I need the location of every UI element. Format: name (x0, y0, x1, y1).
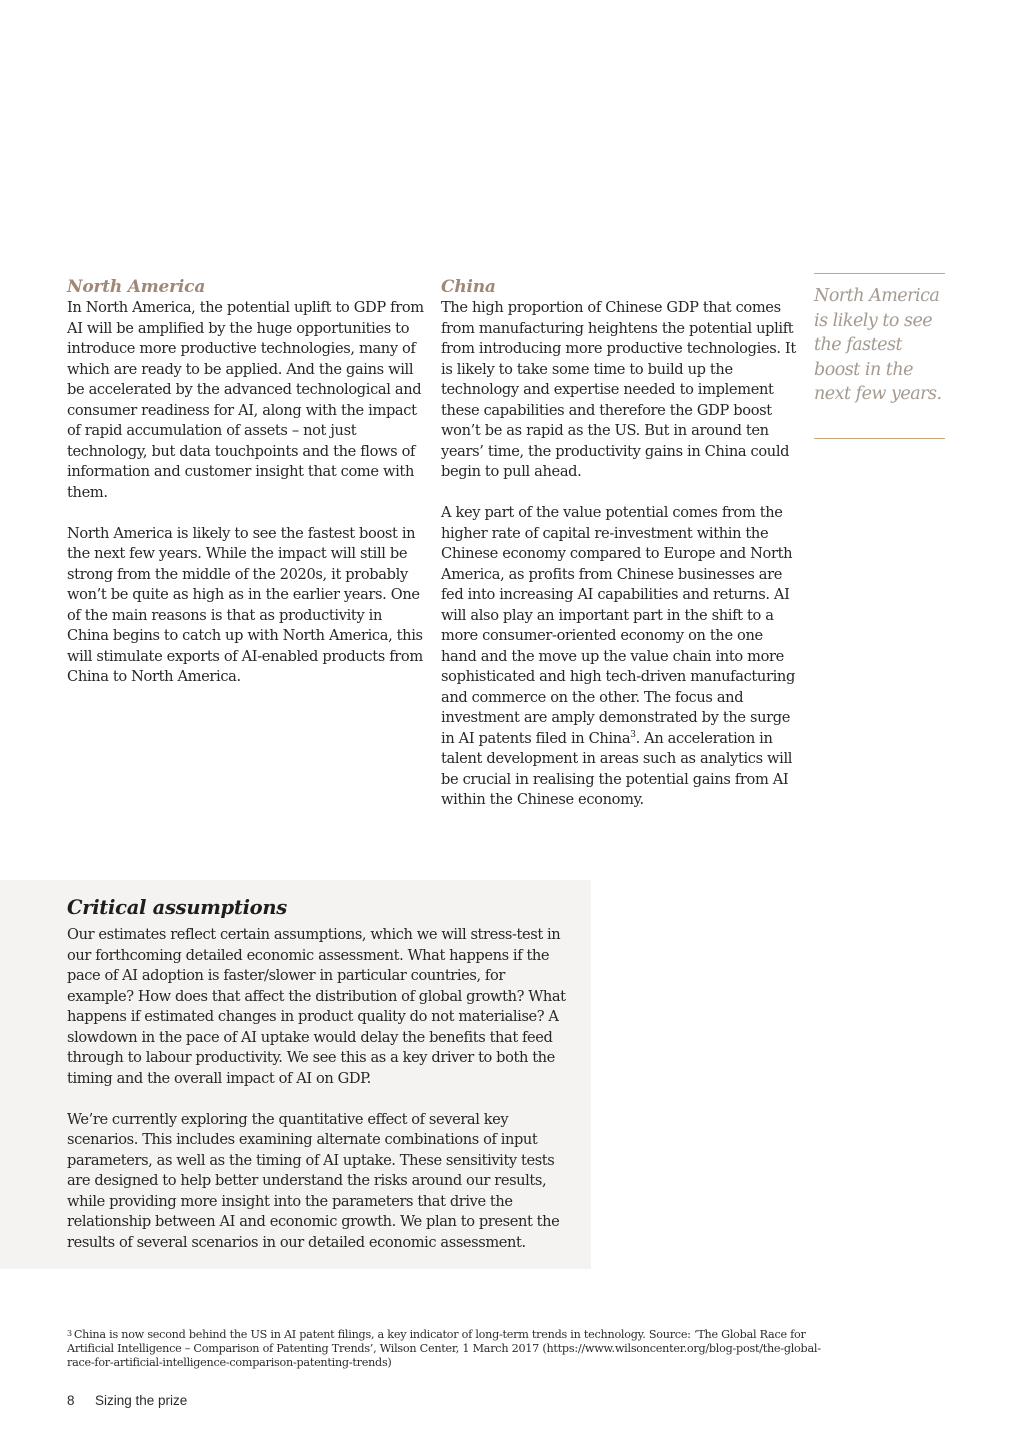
footnote-reference[interactable]: 3 (630, 729, 636, 740)
north-america-heading: North America (67, 277, 206, 297)
footnote-marker: 3 (67, 1329, 72, 1338)
china-paragraph-2-text-end: . An acceleration in talent development in areas such as analytics will be crucial in realising the potential gains from AI within the Chinese economy. (441, 729, 793, 808)
north-america-paragraph-1: In North America, the potential uplift to GDP from AI will be amplified by the huge opportunities to introduce more productive technologies, many of which are ready to be applied. And the gains will be accelerated by the advanced technological and consumer readiness for AI, along with the impact of rapid accumulation of assets – not just technology, but data touchpoints and the flows of information and customer insight that come with them. (67, 299, 424, 501)
north-america-column (67, 276, 425, 708)
north-america-paragraph-2: North America is likely to see the fastest boost in the next few years. While the impact will still be strong from the middle of the 2020s, it probably won’t be quite as high as in the earlier years. One of the main reasons is that as productivity in China begins to catch up with North America, this will stimulate exports of AI-enabled products from China to North America. (67, 524, 423, 685)
footnote (67, 1328, 837, 1370)
pull-quote (814, 273, 945, 439)
china-paragraph-1: The high proportion of Chinese GDP that comes from manufacturing heightens the potential uplift from introducing more productive technologies. It is likely to take some time to build up the technology and expertise needed to implement these capabilities and therefore the GDP boost won’t be as rapid as the US. But in around ten years’ time, the productivity gains in China could begin to pull ahead. (441, 299, 796, 480)
footnote-text: China is now second behind the US in AI patent filings, a key indicator of long-term trends in technology. Source: ‘The Global Race for Artificial Intelligence – Comparison of Patenting Trends’, Wilson Center, 1 March 2017 (https://www.wilsoncenter.org/blog-post/the-global-race-for-artificial-intelligence-comparison-patenting-trends) (67, 1328, 821, 1369)
page-footer (67, 1392, 187, 1410)
critical-assumptions-box (0, 880, 591, 1269)
china-heading: China (441, 277, 496, 297)
pull-quote-text: North America is likely to see the fastest boost in the next few years. (814, 286, 942, 405)
critical-assumptions-paragraph-2: We’re currently exploring the quantitative effect of several key scenarios. This includes examining alternate combinations of input parameters, as well as the timing of AI uptake. These sensitivity tests are designed to help better understand the risks around our results, while providing more insight into the parameters that drive the relationship between AI and economic growth. We plan to present the results of several scenarios in our detailed economic assessment. (67, 1110, 560, 1251)
critical-assumptions-title: Critical assumptions (67, 896, 287, 919)
china-paragraph-2 (441, 503, 799, 811)
china-paragraph-2-text: A key part of the value potential comes from the higher rate of capital re-investment within the Chinese economy compared to Europe and North America, as profits from Chinese businesses are fed into increasing AI capabilities and returns. AI will also play an important part in the shift to a more consumer-oriented economy on the one hand and the move up the value chain into more sophisticated and high tech-driven manufacturing and commerce on the other. The focus and investment are amply demonstrated by the surge in AI patents filed in China (441, 504, 795, 747)
page-number: 8 (67, 1393, 75, 1408)
china-column (441, 276, 799, 831)
critical-assumptions-paragraph-1: Our estimates reflect certain assumptions, which we will stress-test in our forthcoming detailed economic assessment. What happens if the pace of AI adoption is faster/slower in particular countries, for example? How does that affect the distribution of global growth? What happens if estimated changes in product quality do not materialise? A slowdown in the pace of AI uptake would delay the benefits that feed through to labour productivity. We see this as a key driver to both the timing and the overall impact of AI on GDP. (67, 926, 566, 1087)
footer-section-title: Sizing the prize (95, 1393, 188, 1408)
critical-assumptions-content (67, 894, 573, 1274)
